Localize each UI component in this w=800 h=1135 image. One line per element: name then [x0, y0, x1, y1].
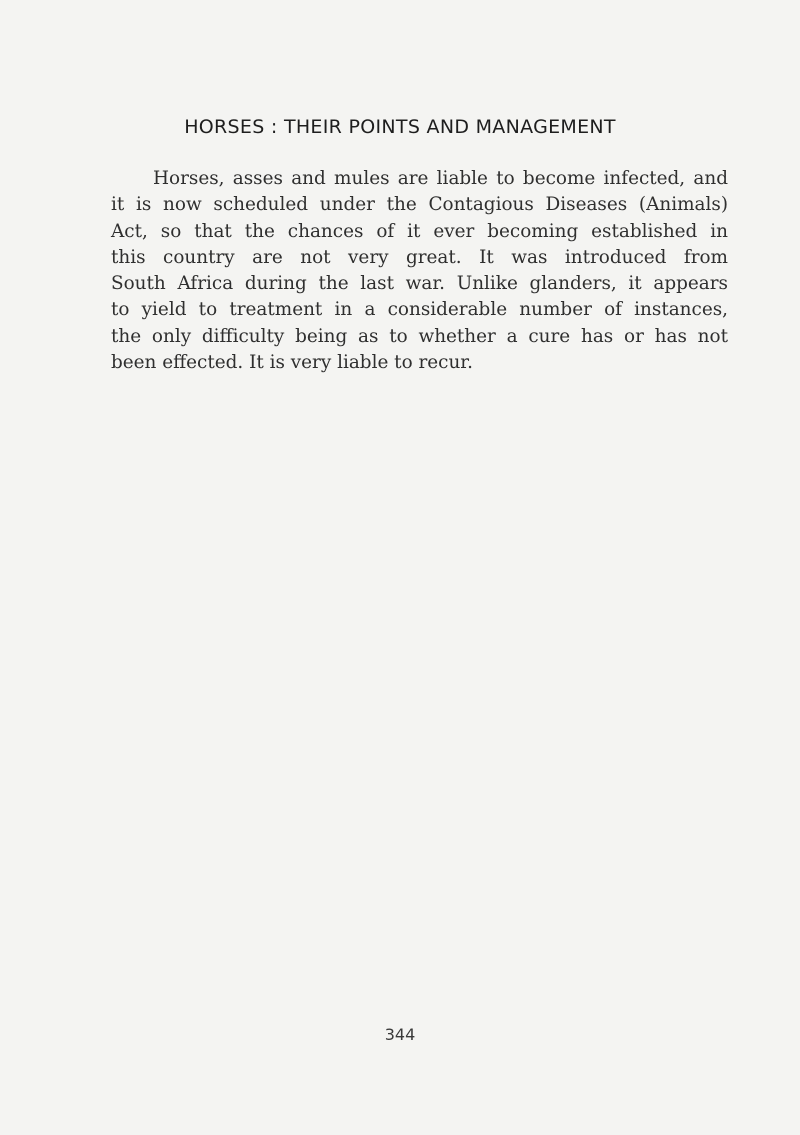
paragraph-line: this country are not very great. It was introduced from — [111, 246, 728, 268]
body-paragraph — [111, 166, 728, 376]
running-head-title: HORSES : THEIR POINTS AND MANAGEMENT — [184, 116, 616, 138]
paragraph-line: to yield to treatment in a considerable number of instances, — [111, 299, 728, 321]
page-number: 344 — [384, 1025, 416, 1044]
paragraph-line: been effected. It is very liable to recur. — [111, 352, 473, 374]
paragraph-line: it is now scheduled under the Contagious Diseases (Animals) — [111, 194, 728, 216]
paragraph-line: the only difficulty being as to whether a cure has or has not — [111, 325, 728, 347]
paragraph-line: Horses, asses and mules are liable to become infected, and — [153, 168, 728, 189]
paragraph-line: Act, so that the chances of it ever becoming established in — [111, 220, 728, 242]
paragraph-line: South Africa during the last war. Unlike glanders, it appears — [111, 273, 728, 295]
